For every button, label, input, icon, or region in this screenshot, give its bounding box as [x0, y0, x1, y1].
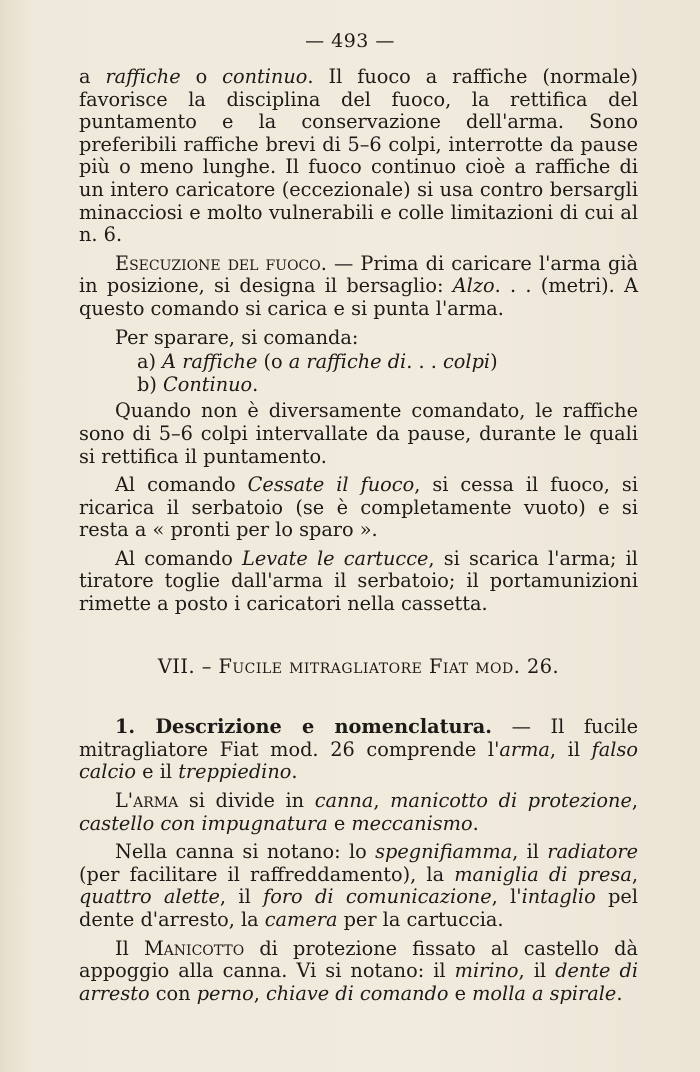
text-run: , il: [512, 840, 548, 864]
text-run: o: [180, 65, 223, 88]
text-run: ,: [373, 789, 391, 813]
text-run: chiave di comando: [265, 981, 449, 1005]
paragraph-description: [79, 716, 638, 784]
text-run: intaglio: [521, 885, 596, 909]
text-run: manicotto di protezione: [390, 789, 632, 813]
paragraph-unload: [79, 548, 638, 616]
text-run: quattro alette: [79, 885, 220, 909]
text-run: , il: [549, 737, 592, 761]
text-run: Alzo: [452, 274, 495, 298]
text-run: perno: [196, 981, 254, 1005]
text-run: .: [252, 372, 259, 396]
text-run: , il: [219, 885, 264, 909]
text-run: .: [472, 811, 479, 835]
text-run: ,: [253, 981, 266, 1005]
text-run: e il: [136, 760, 179, 784]
page-body: [79, 66, 638, 1011]
paragraph-fire-command: Per sparare, si comanda:: [115, 325, 359, 349]
text-run: dente di arresto: [79, 959, 639, 1005]
text-run: di protezione fissato al castello dà appoggio alla canna. Vi si notano: il: [79, 936, 638, 983]
text-run: mirino: [454, 959, 519, 983]
text-run: Levate le cartucce: [242, 546, 429, 570]
paragraph-sleeve: [79, 938, 638, 1006]
paragraph-bursts: Quando non è diversamente comandato, le raffiche sono di 5–6 colpi intervallate da pause, durante le quali si rettifica il puntamento.: [79, 399, 638, 468]
text-run: si divide in: [178, 789, 315, 813]
text-run: raffiche: [105, 65, 181, 88]
paragraph-weapon-parts: [79, 790, 638, 835]
text-run: ): [490, 350, 498, 374]
paragraph-fire-execution: [79, 253, 638, 321]
text-run: maniglia di presa: [454, 862, 632, 886]
text-run: L'arma: [115, 789, 179, 813]
command-list: [79, 351, 638, 396]
text-run: . . . (metri). A questo comando si carica e si punta l'arma.: [79, 274, 638, 320]
text-run: b): [137, 372, 163, 396]
paragraph-fire-modes: [79, 66, 638, 247]
text-run: Nella canna si notano: lo: [115, 840, 376, 864]
text-run: . 26.: [513, 654, 560, 678]
text-run: colpi: [443, 350, 491, 374]
text-run: continuo: [222, 65, 308, 88]
text-run: Esecuzione del fuoco: [115, 251, 321, 275]
text-run: Manicotto: [143, 936, 245, 960]
text-run: , si scarica l'arma; il tiratore toglie dall'arma il serbatoio; il portamunizioni rimette a posto i caricatori nella cassetta.: [79, 546, 638, 616]
text-run: castello con impugnatura: [79, 811, 328, 835]
text-run: spegnifiamma: [375, 840, 513, 864]
text-run: a raffiche di: [288, 350, 407, 374]
text-run: (per facilitare il raffreddamento), la: [79, 862, 455, 886]
text-run: e: [327, 811, 352, 835]
text-run: e: [448, 981, 473, 1005]
text-run: Il: [115, 936, 144, 960]
text-run: canna: [314, 789, 374, 813]
section-heading: [79, 656, 638, 679]
text-run: . — Prima di caricare l'arma già in posizione, si designa il bersaglio:: [79, 251, 639, 298]
text-run: . . .: [406, 350, 443, 374]
text-run: molla a spirale: [472, 981, 617, 1005]
text-run: Al comando: [115, 546, 243, 570]
text-run: A raffiche: [162, 350, 258, 374]
text-run: .: [616, 981, 623, 1005]
text-run: a: [79, 65, 106, 88]
text-run: , il: [518, 959, 556, 983]
paragraph-cease-fire: [79, 474, 638, 542]
paragraph-barrel: [79, 841, 638, 931]
text-run: pel dente d'arresto, la: [79, 885, 638, 931]
text-run: — Il fucile mitragliatore Fiat mod. 26 comprende l': [79, 715, 638, 761]
text-run: . Il fuoco a raffiche (normale) favorisce la disciplina del fuoco, la rettifica del puntamento e la conservazione dell'arma. Sono preferibili raffiche brevi di 5–6 colpi, interrotte da pause più o meno lunghe. Il fuoco continuo cioè a raffiche di un intero caricatore (eccezionale) si usa contro bersargli minacciosi e molto vulnerabili e colle limitazioni di cui al n. 6.: [79, 65, 638, 247]
text-run: arma: [499, 737, 550, 761]
text-run: meccanismo: [351, 811, 473, 835]
text-run: .: [291, 760, 298, 784]
text-run: Al comando: [115, 473, 248, 497]
text-run: , l': [491, 885, 522, 909]
text-run: (o: [257, 350, 289, 374]
list-item: [137, 374, 638, 397]
text-run: radiatore: [547, 840, 638, 864]
text-run: 1. Descrizione e nomenclatura.: [115, 715, 492, 739]
text-run: ,: [631, 862, 638, 886]
page-number: — 493 —: [305, 30, 395, 52]
list-item: [137, 351, 638, 374]
text-run: a): [137, 350, 163, 374]
text-run: treppiedino: [178, 760, 292, 784]
text-run: Fucile mitragliatore Fiat mod: [218, 654, 514, 678]
text-run: camera: [264, 908, 338, 931]
text-run: , si cessa il fuoco, si ricarica il serbatoio (se è completamente vuoto) e si resta a « pronti per lo sparo ».: [79, 473, 638, 542]
text-run: ,: [631, 789, 639, 813]
text-run: con: [149, 981, 197, 1005]
text-run: foro di comunicazione: [263, 885, 492, 909]
text-run: Cessate il fuoco: [247, 473, 415, 497]
text-run: falso calcio: [79, 737, 638, 784]
text-run: Continuo: [163, 372, 253, 396]
text-run: VII. –: [157, 654, 219, 678]
text-run: per la cartuccia.: [337, 908, 504, 931]
